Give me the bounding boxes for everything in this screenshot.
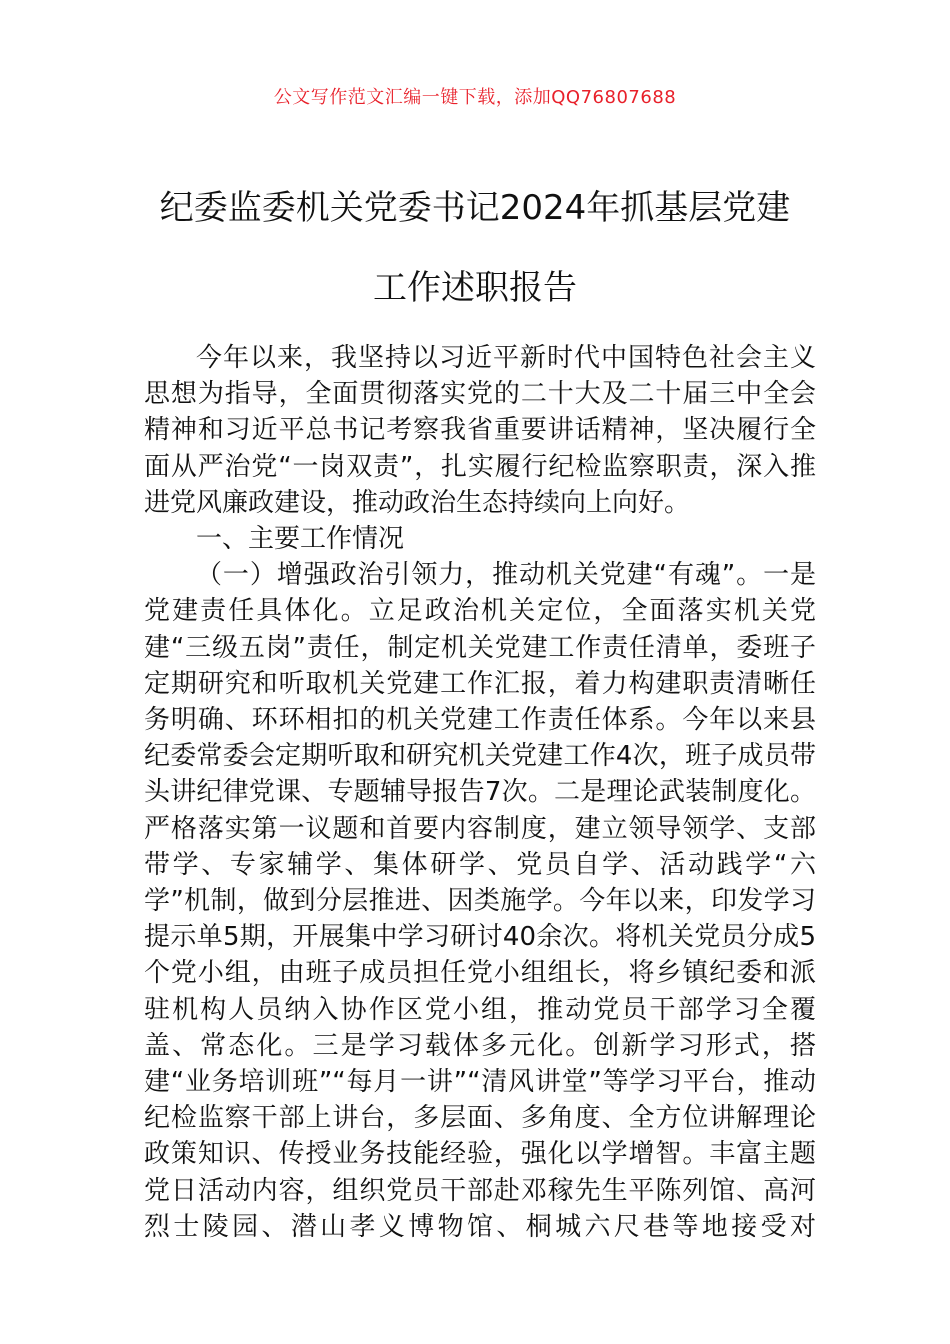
section-heading: 一、主要工作情况 <box>196 524 405 555</box>
title-line-1: 纪委监委机关党委书记2024年抓基层党建 <box>159 188 791 228</box>
document-body <box>144 340 816 1245</box>
header-download-note: 公文写作范文汇编一键下载，添加QQ76807688 <box>273 87 677 108</box>
body-paragraph: （一）增强政治引领力，推动机关党建“有魂”。一是党建责任具体化。立足政治机关定位，全面落实机关党建“三级五岗”责任，制定机关党建工作责任清单，委班子定期研究和听取机关党建工作汇报，着力构建职责清晰任务明确、环环相扣的机关党建工作责任体系。今年以来县纪委常委会定期听取和研究机关党建工作4次，班子成员带头讲纪律党课、专题辅导报告7次。二是理论武装制度化。严格落实第一议题和首要内容制度，建立领导领学、支部带学、专家辅学、集体研学、党员自学、活动践学“六学”机制，做到分层推进、因类施学。今年以来，印发学习提示单5期，开展集中学习研讨40余次。将机关党员分成5个党小组，由班子成员担任党小组组长，将乡镇纪委和派驻机构人员纳入协作区党小组，推动党员干部学习全覆盖、常态化。三是学习载体多元化。创新学习形式，搭建“业务培训班”“每月一讲”“清风讲堂”等学习平台，推动纪检监察干部上讲台，多层面、多角度、全方位讲解理论政策知识、传授业务技能经验，强化以学增智。丰富主题党日活动内容，组织党员干部赴邓稼先生平陈列馆、高河烈士陵园、潜山孝义博物馆、桐城六尺巷等地接受对 <box>144 560 816 1242</box>
intro-paragraph: 今年以来，我坚持以习近平新时代中国特色社会主义思想为指导，全面贯彻落实党的二十大及二十届三中全会精神和习近平总书记考察我省重要讲话精神，坚决履行全面从严治党“一岗双责”，扎实履行纪检监察职责，深入推进党风廉政建设，推动政治生态持续向上向好。 <box>144 343 816 518</box>
title-line-2: 工作述职报告 <box>373 268 577 308</box>
document-title <box>100 168 850 328</box>
